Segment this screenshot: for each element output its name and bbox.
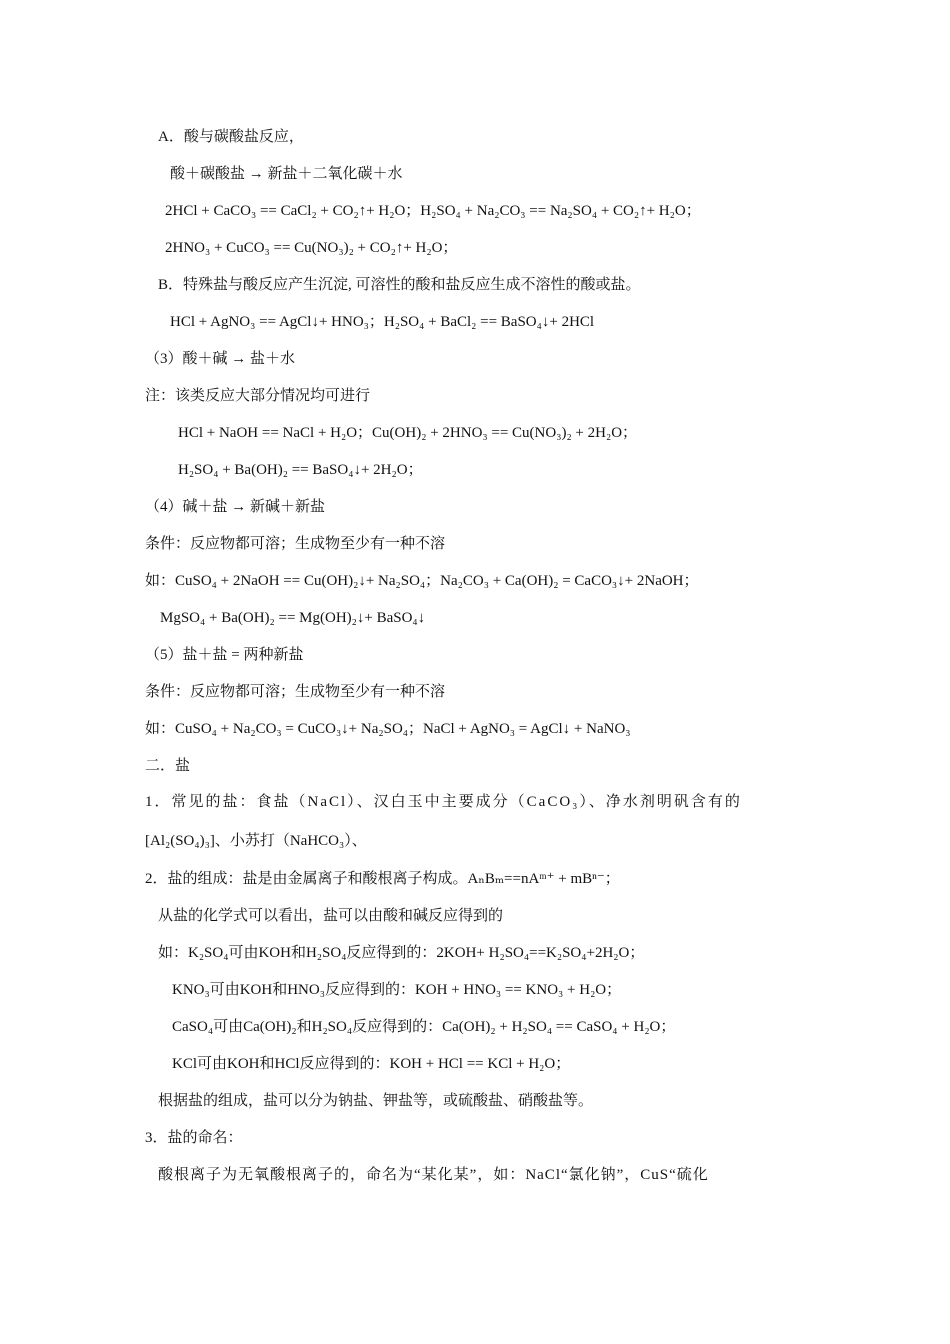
equation-line: 2HCl + CaCO₃ == CaCl₂ + CO₂↑+ H₂O；H₂SO₄ + Na₂CO₃ == Na₂SO₄ + CO₂↑+ H₂O；: [165, 203, 701, 219]
heading-special-salt: B．特殊盐与酸反应产生沉淀, 可溶性的酸和盐反应生成不溶性的酸或盐。: [158, 277, 641, 293]
heading-base-salt: （4）碱＋盐 → 新碱＋新盐: [145, 499, 326, 515]
equation-line: MgSO₄ + Ba(OH)₂ == Mg(OH)₂↓+ BaSO₄↓: [160, 610, 426, 626]
equation-line: H₂SO₄ + Ba(OH)₂ == BaSO₄↓+ 2H₂O；: [178, 462, 423, 478]
heading-salt-naming: 3．盐的命名：: [145, 1130, 243, 1146]
equation-line: HCl + NaOH == NaCl + H₂O；Cu(OH)₂ + 2HNO₃ == Cu(NO₃)₂ + 2H₂O；: [178, 425, 638, 441]
section-heading-salt: 二．盐: [145, 758, 191, 774]
equation-line: 2HNO₃ + CuCO₃ == Cu(NO₃)₂ + CO₂↑+ H₂O；: [165, 240, 458, 256]
equation-line: KCl可由KOH和HCl反应得到的：KOH + HCl == KCl + H₂O；: [172, 1056, 571, 1072]
equation-line: 如：CuSO₄ + Na₂CO₃ = CuCO₃↓+ Na₂SO₄；NaCl + AgNO₃ = AgCl↓ + NaNO₃: [145, 721, 631, 737]
equation-line: 如：K₂SO₄可由KOH和H₂SO₄反应得到的：2KOH+ H₂SO₄==K₂SO₄+2H₂O；: [158, 945, 645, 961]
equation-line: HCl + AgNO₃ == AgCl↓+ HNO₃；H₂SO₄ + BaCl₂ == BaSO₄↓+ 2HCl: [170, 314, 595, 330]
equation-line: KNO₃可由KOH和HNO₃反应得到的：KOH + HNO₃ == KNO₃ + H₂O；: [172, 982, 622, 998]
paragraph-common-salts-cont: [Al₂(SO₄)₃]、小苏打（NaHCO₃）、: [145, 833, 367, 849]
paragraph-text: 从盐的化学式可以看出，盐可以由酸和碱反应得到的: [158, 908, 504, 924]
paragraph-common-salts: 1．常见的盐：食盐（NaCl）、汉白玉中主要成分（CaCO₃）、净水剂明矾含有的: [145, 794, 742, 810]
paragraph-salt-naming: 酸根离子为无氧酸根离子的，命名为“某化某”，如：NaCl“氯化钠”，CuS“硫化: [158, 1167, 709, 1183]
heading-salt-salt: （5）盐＋盐 = 两种新盐: [145, 647, 304, 663]
condition-text: 条件：反应物都可溶；生成物至少有一种不溶: [145, 536, 446, 552]
equation-line: 如：CuSO₄ + 2NaOH == Cu(OH)₂↓+ Na₂SO₄；Na₂CO₃ + Ca(OH)₂ = CaCO₃↓+ 2NaOH；: [145, 573, 699, 589]
rule-acid-carbonate: 酸＋碳酸盐 → 新盐＋二氧化碳＋水: [170, 166, 403, 182]
heading-acid-base: （3）酸＋碱 → 盐＋水: [145, 351, 296, 367]
equation-line: CaSO₄可由Ca(OH)₂和H₂SO₄反应得到的：Ca(OH)₂ + H₂SO₄ == CaSO₄ + H₂O；: [172, 1019, 676, 1035]
condition-text: 条件：反应物都可溶；生成物至少有一种不溶: [145, 684, 446, 700]
paragraph-text: 根据盐的组成，盐可以分为钠盐、钾盐等，或硫酸盐、硝酸盐等。: [158, 1093, 594, 1109]
note-text: 注：该类反应大部分情况均可进行: [145, 388, 371, 404]
paragraph-salt-composition: 2．盐的组成：盐是由金属离子和酸根离子构成。AₙBₘ==nAᵐ⁺ + mBⁿ⁻；: [145, 871, 620, 887]
heading-acid-carbonate: A．酸与碳酸盐反应，: [158, 129, 304, 145]
